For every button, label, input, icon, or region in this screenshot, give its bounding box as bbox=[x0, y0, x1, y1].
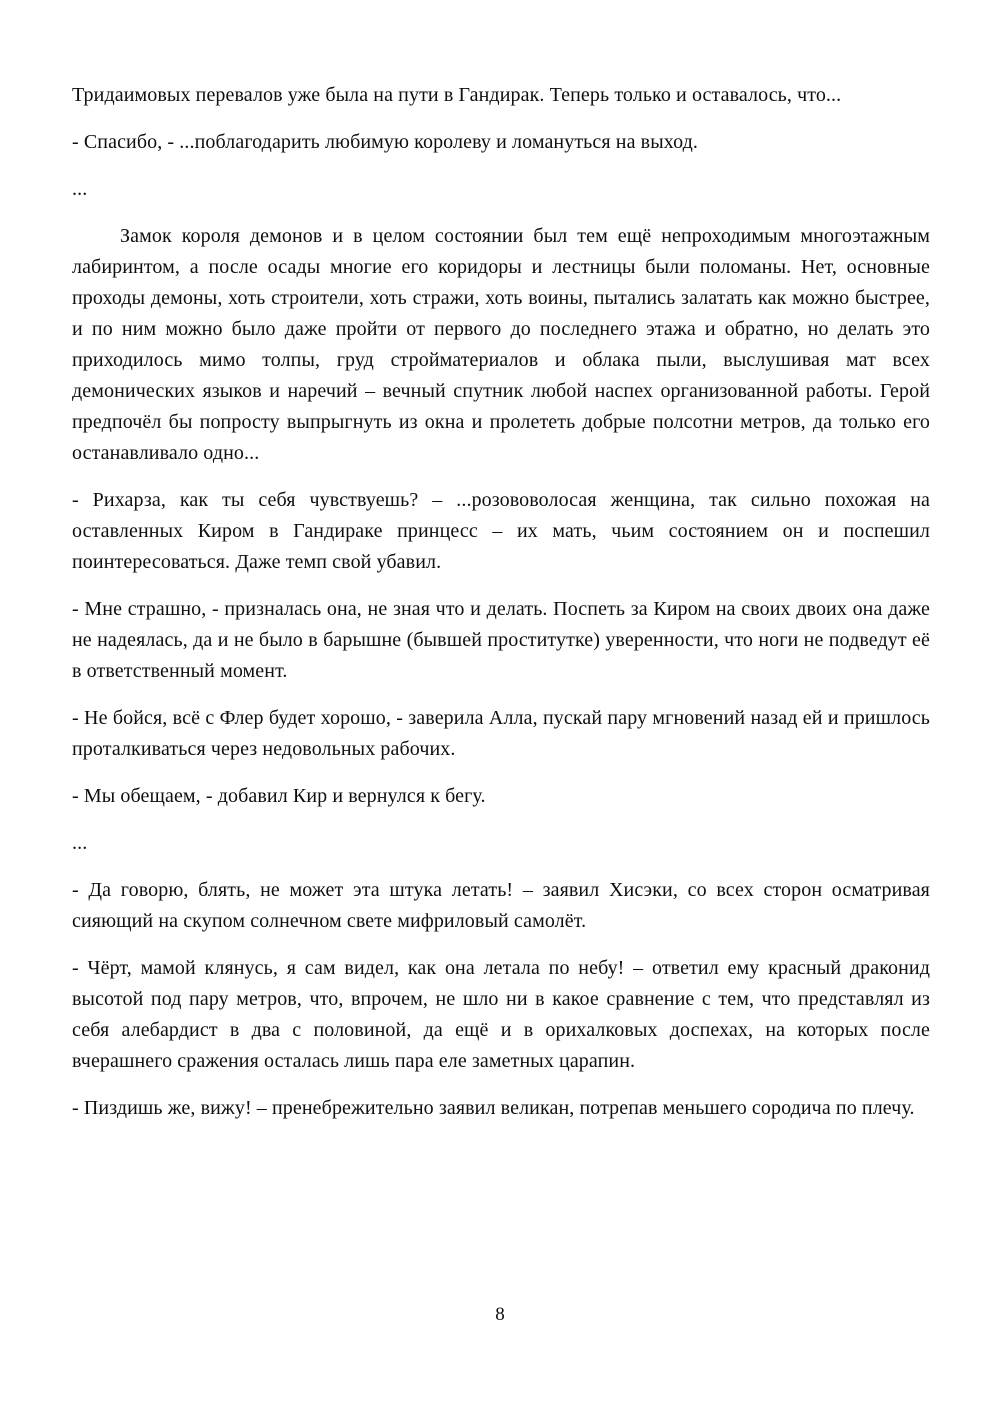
text-paragraph: - Спасибо, - ...поблагодарить любимую королеву и ломануться на выход. bbox=[72, 131, 698, 153]
text-paragraph: - Пиздишь же, вижу! – пренебрежительно заявил великан, потрепав меньшего сородича по плечу. bbox=[72, 1097, 915, 1119]
text-paragraph: - Мне страшно, - призналась она, не зная что и делать. Поспеть за Киром на своих двоих она даже не надеялась, да и не было в барышне (бывшей проститутке) уверенности, что ноги не подведут её в ответственный момент. bbox=[72, 598, 930, 682]
text-paragraph: - Не бойся, всё с Флер будет хорошо, - заверила Алла, пускай пару мгновений назад ей и пришлось проталкиваться через недовольных рабочих. bbox=[72, 707, 930, 760]
text-paragraph: - Чёрт, мамой клянусь, я сам видел, как она летала по небу! – ответил ему красный драконид высотой под пару метров, что, впрочем, не шло ни в какое сравнение с тем, что представлял из себя алебардист в два с половиной, да ещё и в орихалковых доспехах, на которых после вчерашнего сражения осталась лишь пара еле заметных царапин. bbox=[72, 957, 930, 1072]
text-paragraph: ... bbox=[72, 178, 88, 200]
text-body bbox=[72, 80, 930, 1140]
text-paragraph: - Мы обещаем, - добавил Кир и вернулся к бегу. bbox=[72, 785, 486, 807]
text-paragraph: Замок короля демонов и в целом состоянии был тем ещё непроходимым многоэтажным лабиринтом, а после осады многие его коридоры и лестницы были поломаны. Нет, основные проходы демоны, хоть строители, хоть стражи, хоть воины, пытались залатать как можно быстрее, и по ним можно было даже пройти от первого до последнего этажа и обратно, но делать это приходилось мимо толпы, груд стройматериалов и облака пыли, выслушивая мат всех демонических языков и наречий – вечный спутник любой наспех организованной работы. Герой предпочёл бы попросту выпрыгнуть из окна и пролететь добрые полсотни метров, да только его останавливало одно... bbox=[72, 225, 930, 464]
text-paragraph: - Да говорю, блять, не может эта штука летать! – заявил Хисэки, со всех сторон осматривая сияющий на скупом солнечном свете мифриловый самолёт. bbox=[72, 879, 930, 932]
text-paragraph: - Рихарза, как ты себя чувствуешь? – ...розововолосая женщина, так сильно похожая на оставленных Киром в Гандираке принцесс – их мать, чьим состоянием он и поспешил поинтересоваться. Даже темп свой убавил. bbox=[72, 489, 930, 573]
text-paragraph: Тридаимовых перевалов уже была на пути в Гандирак. Теперь только и оставалось, что... bbox=[72, 84, 842, 106]
text-paragraph: ... bbox=[72, 832, 88, 854]
page-number: 8 bbox=[495, 1304, 505, 1325]
